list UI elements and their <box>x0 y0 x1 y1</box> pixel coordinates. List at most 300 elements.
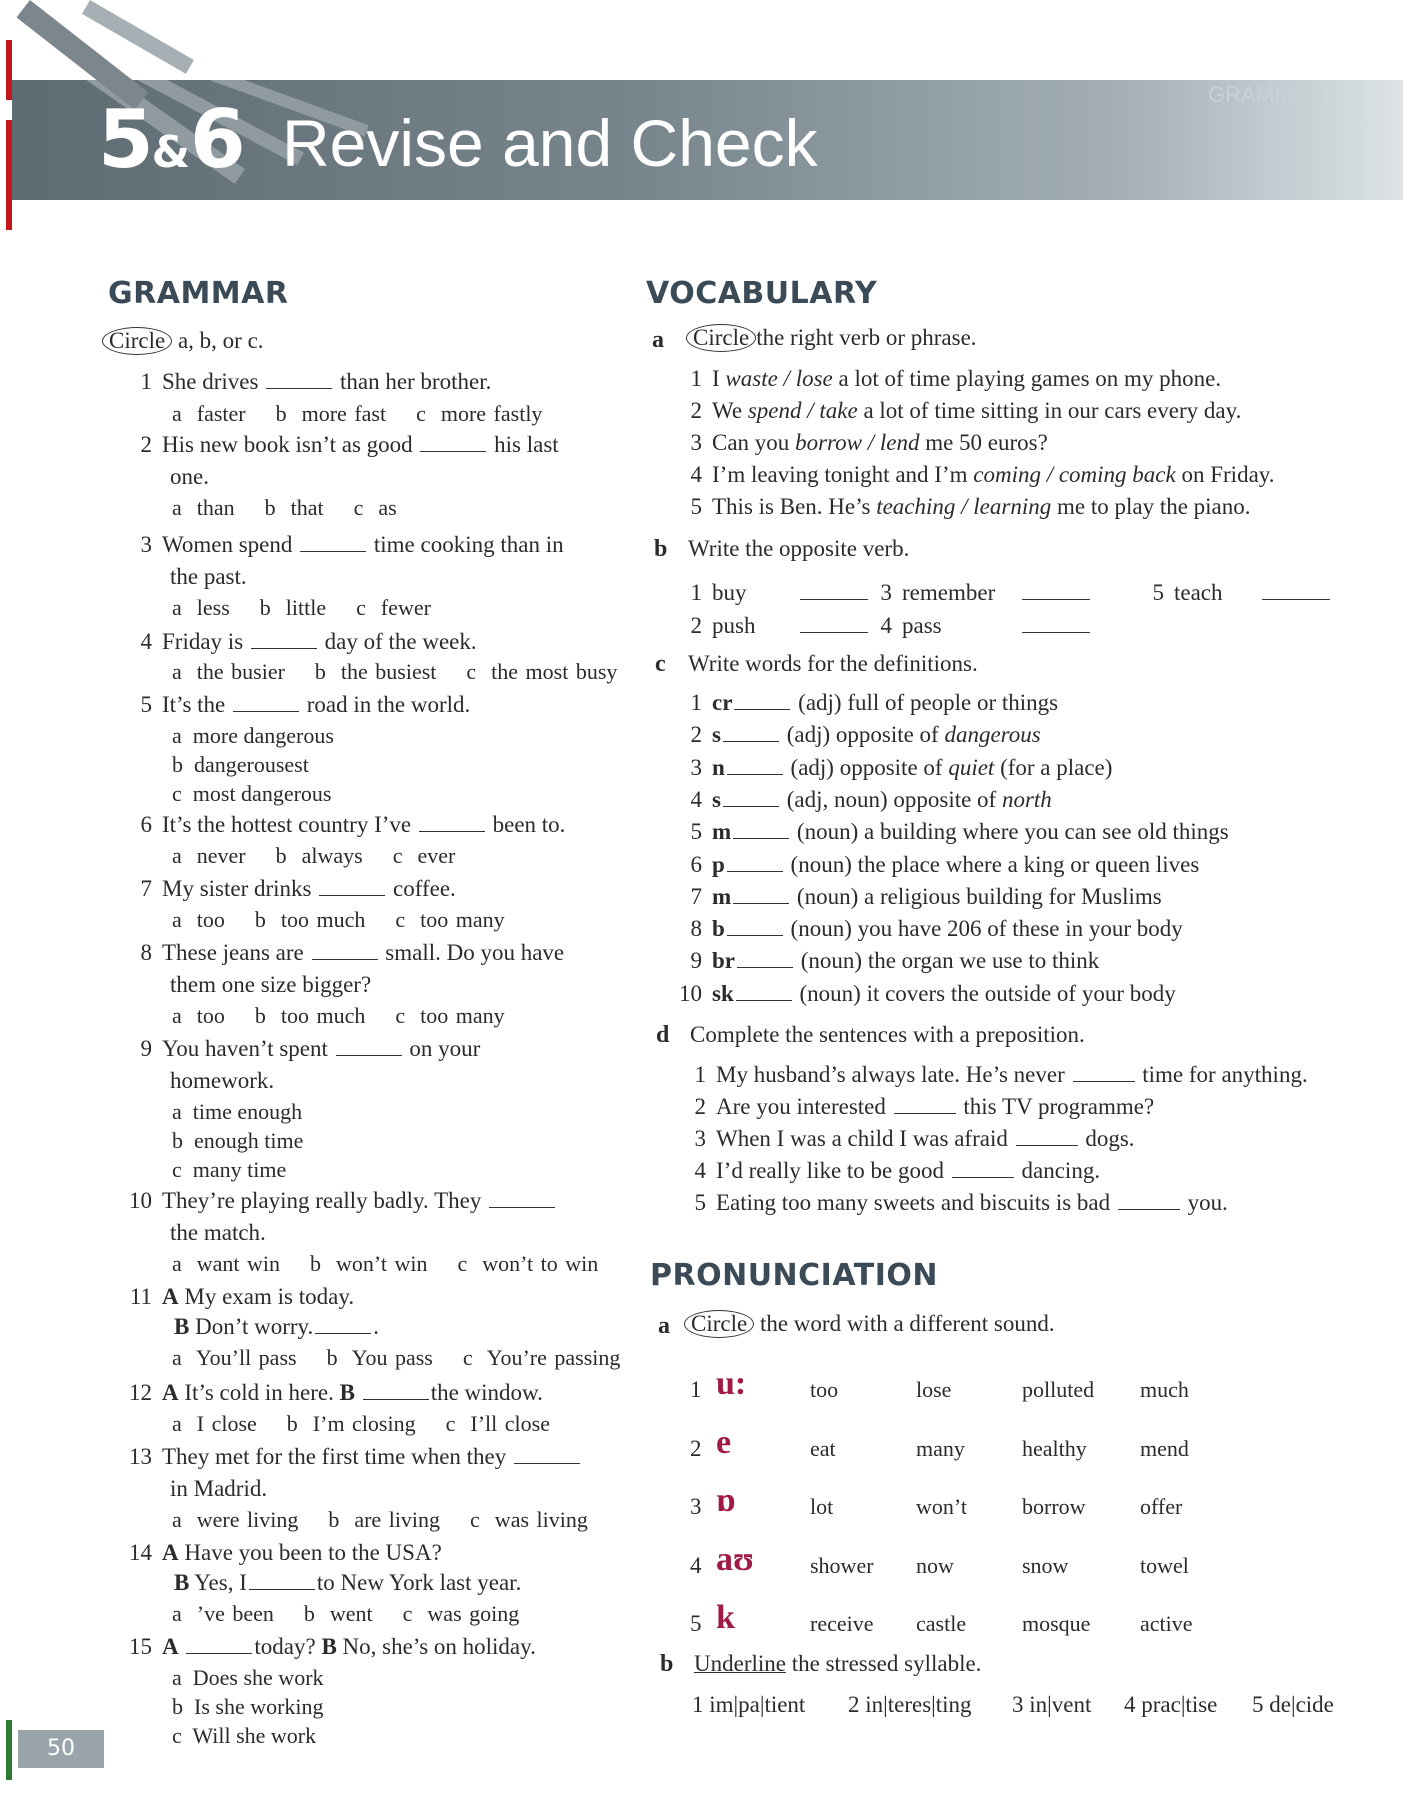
item-text: Don’t worry. <box>195 1314 314 1339</box>
item-text: on Friday. <box>1181 462 1275 487</box>
grammar-item <box>126 367 491 397</box>
item-text: coffee. <box>393 876 456 901</box>
item-text: My exam is today. <box>184 1284 355 1309</box>
item-number: 5 <box>694 1190 706 1215</box>
item-text: you. <box>1187 1190 1228 1215</box>
item-text: dancing. <box>1021 1158 1101 1183</box>
syllable-word[interactable]: im|pa|tient <box>709 1692 806 1717</box>
word-start: p <box>712 851 725 877</box>
sound-word[interactable]: too <box>810 1377 839 1402</box>
vocab-d-item <box>680 1188 1228 1218</box>
speaker-label: A <box>162 1284 179 1309</box>
speaker-label: B <box>174 1570 190 1595</box>
grammar-item <box>126 1378 543 1408</box>
item-number: 3 <box>694 1126 706 1151</box>
grammar-item <box>126 1034 480 1064</box>
answer-blank[interactable] <box>727 917 783 936</box>
item-number: 3 <box>880 580 892 605</box>
definition: (adj) opposite of <box>786 722 939 748</box>
item-number: 2 <box>694 1094 706 1119</box>
pron-a-instruction: Circle the word with a different sound. <box>684 1310 1055 1338</box>
section-letter: d <box>656 1022 670 1048</box>
sound-symbol-icon: k <box>716 1599 735 1636</box>
item-text: me 50 euros? <box>925 430 1048 455</box>
vocab-a-item <box>676 364 1221 394</box>
item-number: 11 <box>129 1284 152 1309</box>
sound-word[interactable]: borrow <box>1022 1494 1086 1519</box>
sound-word[interactable]: mosque <box>1022 1611 1091 1636</box>
edge-mark <box>6 40 12 100</box>
item-text: the window. <box>430 1380 543 1405</box>
item-number: 5 <box>1252 1692 1264 1717</box>
answer-option[interactable]: c many time <box>172 1157 287 1182</box>
answer-options: a You’ll pass b You pass c You’re passing <box>172 1345 621 1370</box>
answer-option[interactable]: a time enough <box>172 1099 303 1124</box>
item-number: 6 <box>690 851 702 877</box>
answer-blank[interactable] <box>336 1037 402 1056</box>
grammar-heading: GRAMMAR <box>108 276 289 311</box>
item-text: a lot of time sitting in our cars every day. <box>863 398 1242 423</box>
vocab-c-item <box>676 946 1099 976</box>
vocab-a-instruction: Circle the right verb or phrase. <box>686 324 977 352</box>
item-number: 8 <box>690 916 702 942</box>
grammar-item <box>126 1442 582 1472</box>
answer-blank[interactable] <box>723 723 779 742</box>
item-number: 7 <box>690 883 702 909</box>
sound-word[interactable]: lose <box>916 1377 952 1402</box>
answer-blank[interactable] <box>1022 581 1090 600</box>
vocab-c-item <box>676 753 1112 783</box>
answer-option[interactable]: b enough time <box>172 1128 304 1153</box>
answer-blank[interactable] <box>727 853 783 872</box>
sound-word[interactable]: shower <box>810 1552 874 1578</box>
stress-item <box>692 1690 805 1720</box>
sound-word[interactable]: snow <box>1022 1552 1069 1578</box>
item-text: me to play the piano. <box>1056 494 1251 519</box>
grammar-item-b <box>174 1568 521 1598</box>
item-text: Yes, I <box>194 1570 247 1595</box>
grammar-item <box>126 810 565 840</box>
vocab-a-item <box>676 428 1048 458</box>
sound-symbol-icon: u: <box>716 1365 747 1402</box>
item-continuation: the match. <box>170 1220 266 1245</box>
vocab-d-item <box>680 1156 1100 1186</box>
item-text: They’re playing really badly. They <box>162 1188 482 1213</box>
section-letter: b <box>660 1651 674 1677</box>
edge-mark <box>6 1720 12 1780</box>
vocab-d-item <box>680 1060 1308 1090</box>
vocab-b-item <box>866 578 1092 608</box>
answer-options: a ’ve been b went c was going <box>172 1601 520 1626</box>
item-number: 5 <box>1152 580 1164 605</box>
edge-mark <box>6 120 12 230</box>
definition: (for a place) <box>1000 754 1113 780</box>
item-text: than her brother. <box>339 369 492 394</box>
vocab-b-instruction: Write the opposite verb. <box>688 536 910 561</box>
answer-blank[interactable] <box>315 1315 371 1334</box>
item-number: 2 <box>140 432 152 457</box>
answer-blank[interactable] <box>800 614 868 633</box>
vocab-c-instruction: Write words for the definitions. <box>688 651 978 676</box>
item-number: 14 <box>129 1540 152 1565</box>
item-text: dogs. <box>1085 1126 1135 1151</box>
answer-blank[interactable] <box>1262 581 1330 600</box>
vocab-c-item <box>676 817 1229 847</box>
item-number: 2 <box>690 613 702 638</box>
answer-option[interactable]: b Is she working <box>172 1694 324 1719</box>
item-number: 2 <box>848 1692 860 1717</box>
definition-keyword: north <box>1001 786 1052 812</box>
item-number: 5 <box>690 819 702 845</box>
answer-options: a were living b are living c was living <box>172 1507 588 1532</box>
item-text: been to. <box>492 812 566 837</box>
grammar-item <box>126 430 559 460</box>
stress-item <box>848 1690 972 1720</box>
item-number: 3 <box>1012 1692 1024 1717</box>
item-text: My sister drinks <box>162 876 312 901</box>
sound-symbol-icon: ɒ <box>716 1482 736 1519</box>
item-text: You haven’t spent <box>162 1036 328 1061</box>
item-number: 8 <box>140 940 152 965</box>
answer-blank[interactable] <box>1118 1191 1180 1210</box>
speaker-label: A <box>162 1540 179 1565</box>
vocab-b-item <box>676 578 870 608</box>
vocab-c-item <box>676 688 1058 718</box>
answer-options: a than b that c as <box>172 495 397 520</box>
item-number: 6 <box>140 812 152 837</box>
item-number: 12 <box>129 1380 152 1405</box>
item-number: 1 <box>694 1062 706 1087</box>
answer-options: a too b too much c too many <box>172 907 505 932</box>
speaker-label: A <box>162 1380 179 1405</box>
row-number: 1 <box>690 1377 702 1402</box>
row-number: 3 <box>690 1494 702 1519</box>
answer-blank[interactable] <box>514 1445 580 1464</box>
stress-item <box>1252 1690 1334 1720</box>
choice-options[interactable]: teaching / learning <box>876 494 1052 519</box>
stress-item <box>1012 1690 1091 1720</box>
item-text: Can you <box>712 430 790 455</box>
word-start: cr <box>712 690 733 715</box>
answer-options: a less b little c fewer <box>172 595 431 620</box>
item-number: 3 <box>690 430 702 455</box>
item-text: Are you interested <box>716 1094 886 1119</box>
sound-word[interactable]: castle <box>916 1611 967 1636</box>
vocab-a-item <box>676 460 1275 490</box>
answer-option[interactable]: c Will she work <box>172 1723 317 1748</box>
item-word: pass <box>902 613 942 638</box>
item-number: 5 <box>140 692 152 717</box>
sound-word[interactable]: much <box>1140 1377 1189 1402</box>
item-text: She drives <box>162 369 259 394</box>
sound-word[interactable]: mend <box>1140 1435 1189 1461</box>
item-number: 1 <box>690 580 702 605</box>
grammar-item <box>126 1538 442 1568</box>
grammar-item <box>126 1282 354 1312</box>
answer-blank[interactable] <box>312 941 378 960</box>
item-number: 10 <box>679 980 702 1006</box>
item-number: 2 <box>690 722 702 748</box>
definition-keyword: dangerous <box>944 722 1041 748</box>
speaker-label: B <box>321 1634 337 1659</box>
stress-item <box>1124 1690 1217 1720</box>
answer-blank[interactable] <box>266 370 332 389</box>
item-number: 4 <box>690 462 702 487</box>
grammar-item-b: B Don’t worry. . <box>174 1314 380 1339</box>
item-number: 1 <box>692 1692 704 1717</box>
answer-options: a want win b won’t win c won’t to win <box>172 1251 599 1276</box>
grammar-item <box>126 627 477 657</box>
sound-word[interactable]: now <box>916 1552 954 1578</box>
definition: (noun) the organ we use to think <box>800 948 1100 974</box>
answer-blank[interactable] <box>727 756 783 775</box>
item-word: buy <box>712 580 747 605</box>
vocab-c-item <box>676 720 1041 750</box>
item-text: No, she’s on holiday. <box>342 1634 536 1659</box>
item-number: 13 <box>129 1444 152 1469</box>
item-text: small. Do you have <box>385 940 565 965</box>
definition: (noun) a religious building for Muslims <box>796 883 1162 909</box>
answer-blank[interactable] <box>1073 1063 1135 1082</box>
answer-blank[interactable] <box>233 693 299 712</box>
item-text: today? <box>254 1634 316 1659</box>
item-continuation: them one size bigger? <box>170 972 372 997</box>
vocab-c-item <box>676 785 1052 815</box>
item-text: time for anything. <box>1142 1062 1308 1087</box>
item-number: 9 <box>690 948 702 974</box>
word-start: m <box>712 883 732 909</box>
word-start: s <box>712 722 721 748</box>
row-number: 2 <box>690 1435 702 1461</box>
item-text: Have you been to the USA? <box>184 1540 442 1565</box>
speaker-label: A <box>162 1634 179 1659</box>
grammar-item <box>126 1186 557 1216</box>
item-text: to New York last year. <box>316 1570 522 1595</box>
item-text: this TV programme? <box>963 1094 1155 1119</box>
sound-word[interactable]: many <box>916 1435 965 1461</box>
item-number: 7 <box>140 876 152 901</box>
item-number: 4 <box>140 629 152 654</box>
answer-options: a faster b more fast c more fastly <box>172 401 543 426</box>
item-continuation: the past. <box>170 564 247 589</box>
sound-word[interactable]: eat <box>810 1435 836 1461</box>
item-number: 1 <box>140 369 152 394</box>
speaker-label: B <box>174 1314 190 1339</box>
answer-options: a too b too much c too many <box>172 1003 505 1028</box>
item-text: This is Ben. He’s <box>712 494 871 519</box>
word-start: s <box>712 786 721 812</box>
item-number: 4 <box>694 1158 706 1183</box>
page-number: 50 <box>18 1730 104 1768</box>
answer-option[interactable]: b dangerousest <box>172 752 309 777</box>
vocab-a-item <box>676 396 1241 426</box>
definition: (noun) a building where you can see old things <box>796 819 1229 845</box>
pronunciation-heading: PRONUNCIATION <box>650 1258 938 1293</box>
choice-options[interactable]: coming / coming back <box>973 462 1176 487</box>
item-number: 1 <box>690 366 702 391</box>
grammar-item <box>126 938 564 968</box>
answer-option[interactable]: a more dangerous <box>172 723 334 748</box>
vocabulary-heading: VOCABULARY <box>646 276 878 311</box>
item-number: 4 <box>1124 1692 1136 1717</box>
item-text: I’m leaving tonight and I’m <box>712 462 968 487</box>
unit-number: 5&6 <box>98 93 244 186</box>
answer-blank[interactable] <box>419 813 485 832</box>
item-number: 9 <box>140 1036 152 1061</box>
page-title: Revise and Check <box>282 106 818 180</box>
section-letter: c <box>655 651 666 677</box>
item-text: These jeans are <box>162 940 304 965</box>
item-text: They met for the first time when they <box>162 1444 507 1469</box>
choice-options[interactable]: spend / take <box>747 398 858 423</box>
item-word: remember <box>902 580 996 605</box>
answer-option[interactable]: c most dangerous <box>172 781 332 806</box>
definition: (noun) you have 206 of these in your body <box>790 916 1183 942</box>
grammar-instruction: Circle a, b, or c. <box>102 327 264 355</box>
answer-blank[interactable] <box>363 1381 429 1400</box>
speaker-label: B <box>339 1380 355 1405</box>
item-text: We <box>712 398 743 423</box>
syllable-word[interactable]: prac|tise <box>1141 1692 1218 1717</box>
item-number: 4 <box>690 786 702 812</box>
answer-blank[interactable] <box>733 885 789 904</box>
section-letter: a <box>658 1313 670 1339</box>
answer-option[interactable]: a Does she work <box>172 1665 324 1690</box>
pron-b-instruction: Underline the stressed syllable. <box>694 1651 982 1676</box>
vocab-c-item <box>676 914 1183 944</box>
syllable-word[interactable]: in|vent <box>1029 1692 1092 1717</box>
word-start: n <box>712 754 725 780</box>
answer-blank[interactable] <box>420 433 486 452</box>
item-text: It’s the hottest country I’ve <box>162 812 412 837</box>
item-text: When I was a child I was afraid <box>716 1126 1008 1151</box>
definition-keyword: quiet <box>948 754 995 780</box>
sound-word[interactable]: offer <box>1140 1494 1183 1519</box>
sound-symbol-icon: aʊ <box>716 1540 754 1578</box>
sound-word[interactable]: lot <box>810 1494 834 1519</box>
word-start: b <box>712 916 725 942</box>
banner-ghost-text: GRAMMAR <box>1208 82 1323 107</box>
item-number: 2 <box>690 398 702 423</box>
item-text: Eating too many sweets and biscuits is bad <box>716 1190 1111 1215</box>
grammar-item <box>126 530 564 560</box>
item-number: 5 <box>690 494 702 519</box>
sound-symbol-icon: e <box>716 1423 732 1461</box>
sound-word[interactable]: polluted <box>1022 1377 1095 1402</box>
syllable-word[interactable]: in|teres|ting <box>865 1692 972 1717</box>
answer-blank[interactable] <box>249 1571 315 1590</box>
definition: (adj) opposite of <box>790 754 943 780</box>
vocab-d-instruction: Complete the sentences with a preposition. <box>690 1022 1085 1047</box>
answer-options: a the busier b the busiest c the most busy <box>172 659 618 684</box>
item-text: time cooking than in <box>373 532 564 557</box>
answer-blank[interactable] <box>1022 614 1090 633</box>
word-start: m <box>712 819 732 845</box>
sound-word[interactable]: won’t <box>916 1494 967 1519</box>
row-number: 5 <box>690 1611 702 1636</box>
item-text: His new book isn’t as good <box>162 432 413 457</box>
vocab-a-item <box>676 492 1251 522</box>
item-text: road in the world. <box>306 692 471 717</box>
answer-blank[interactable] <box>489 1189 555 1208</box>
item-number: 15 <box>129 1634 152 1659</box>
item-text: day of the week. <box>324 629 477 654</box>
vocab-d-item <box>680 1124 1135 1154</box>
item-number: 1 <box>690 690 702 715</box>
vocab-d-item <box>680 1092 1154 1122</box>
sound-word[interactable]: towel <box>1140 1552 1189 1578</box>
item-number: 3 <box>690 754 702 780</box>
word-start: sk <box>712 980 734 1006</box>
choice-options[interactable]: waste / lose <box>725 366 833 391</box>
item-text: Friday is <box>162 629 244 654</box>
word-start: br <box>712 948 735 974</box>
answer-blank[interactable] <box>737 949 793 968</box>
answer-blank[interactable] <box>1016 1127 1078 1146</box>
definition: (noun) the place where a king or queen lives <box>790 851 1200 877</box>
item-number: 10 <box>129 1188 152 1213</box>
vocab-b-item <box>1138 578 1332 608</box>
sound-word[interactable]: active <box>1140 1611 1193 1636</box>
definition: (noun) it covers the outside of your body <box>799 980 1176 1006</box>
answer-blank[interactable] <box>800 581 868 600</box>
vocab-b-item <box>676 611 870 641</box>
item-number: 3 <box>140 532 152 557</box>
sound-word[interactable]: receive <box>810 1611 874 1636</box>
item-word: teach <box>1174 580 1223 605</box>
definition: (adj) full of people or things <box>798 690 1059 715</box>
vocab-c-item <box>676 850 1199 880</box>
item-continuation: one. <box>170 464 209 489</box>
grammar-item <box>126 874 456 904</box>
section-letter: a <box>652 327 664 353</box>
answer-blank[interactable] <box>300 533 366 552</box>
answer-blank[interactable] <box>251 630 317 649</box>
syllable-word[interactable]: de|cide <box>1269 1692 1334 1717</box>
answer-blank[interactable] <box>733 820 789 839</box>
sound-word[interactable]: healthy <box>1022 1435 1087 1461</box>
answer-blank[interactable] <box>952 1159 1014 1178</box>
answer-blank[interactable] <box>723 788 779 807</box>
grammar-item <box>126 690 470 720</box>
item-text: a lot of time playing games on my phone. <box>838 366 1222 391</box>
choice-options[interactable]: borrow / lend <box>795 430 920 455</box>
answer-options: a never b always c ever <box>172 843 456 868</box>
row-number: 4 <box>690 1552 702 1578</box>
answer-blank[interactable] <box>894 1095 956 1114</box>
vocab-c-item <box>676 979 1176 1009</box>
item-word: push <box>712 613 756 638</box>
item-continuation: homework. <box>170 1068 275 1093</box>
answer-options: a I close b I’m closing c I’ll close <box>172 1411 550 1436</box>
answer-blank[interactable] <box>186 1635 252 1654</box>
answer-blank[interactable] <box>319 877 385 896</box>
answer-blank[interactable] <box>734 691 790 710</box>
answer-blank[interactable] <box>736 982 792 1001</box>
section-letter: b <box>654 536 668 562</box>
item-text: I <box>712 366 720 391</box>
item-text: his last <box>494 432 559 457</box>
item-text: It’s the <box>162 692 226 717</box>
item-number: 4 <box>880 613 892 638</box>
vocab-b-item <box>866 611 1092 641</box>
item-text: I’d really like to be good <box>716 1158 945 1183</box>
definition: (adj, noun) opposite of <box>786 786 997 812</box>
item-continuation: in Madrid. <box>170 1476 268 1501</box>
item-text: My husband’s always late. He’s never <box>716 1062 1065 1087</box>
vocab-c-item <box>676 882 1162 912</box>
item-text: on your <box>409 1036 481 1061</box>
